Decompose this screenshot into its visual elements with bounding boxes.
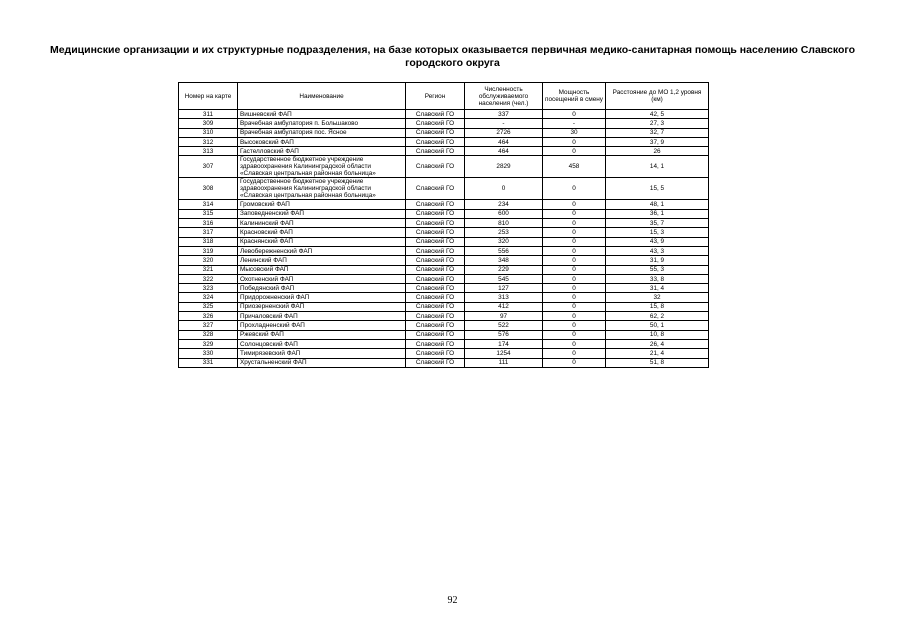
cell-name: Прохладненский ФАП (238, 321, 406, 330)
cell-map-number: 329 (179, 339, 238, 348)
cell-distance: 15, 5 (606, 178, 709, 200)
table-header (179, 83, 709, 110)
cell-region: Славский ГО (406, 119, 465, 128)
cell-capacity: 0 (543, 209, 606, 218)
cell-population: 464 (465, 137, 543, 146)
cell-capacity: 0 (543, 349, 606, 358)
cell-distance: 36, 1 (606, 209, 709, 218)
cell-distance: 27, 3 (606, 119, 709, 128)
cell-region: Славский ГО (406, 246, 465, 255)
cell-population: 0 (465, 178, 543, 200)
cell-capacity: 0 (543, 321, 606, 330)
cell-population: 348 (465, 256, 543, 265)
cell-region: Славский ГО (406, 228, 465, 237)
table-row (179, 349, 709, 358)
cell-population: 174 (465, 339, 543, 348)
cell-population: 2829 (465, 156, 543, 178)
cell-map-number: 309 (179, 119, 238, 128)
cell-population: 337 (465, 110, 543, 119)
cell-map-number: 318 (179, 237, 238, 246)
cell-capacity: - (543, 119, 606, 128)
table-row (179, 119, 709, 128)
table-row (179, 330, 709, 339)
cell-map-number: 315 (179, 209, 238, 218)
table-row (179, 339, 709, 348)
table-row (179, 293, 709, 302)
cell-population: 576 (465, 330, 543, 339)
cell-name: Заповедненский ФАП (238, 209, 406, 218)
cell-capacity: 0 (543, 219, 606, 228)
cell-capacity: 0 (543, 302, 606, 311)
cell-map-number: 325 (179, 302, 238, 311)
cell-name: Придорожненский ФАП (238, 293, 406, 302)
cell-name: Гастелловский ФАП (238, 147, 406, 156)
cell-name: Приозерненский ФАП (238, 302, 406, 311)
cell-map-number: 310 (179, 128, 238, 137)
cell-distance: 26, 4 (606, 339, 709, 348)
cell-region: Славский ГО (406, 237, 465, 246)
cell-name: Калининский ФАП (238, 219, 406, 228)
table-row (179, 156, 709, 178)
cell-name: Громовский ФАП (238, 200, 406, 209)
cell-distance: 43, 9 (606, 237, 709, 246)
table-row (179, 274, 709, 283)
table-row (179, 200, 709, 209)
cell-region: Славский ГО (406, 256, 465, 265)
cell-region: Славский ГО (406, 209, 465, 218)
cell-population: 810 (465, 219, 543, 228)
cell-name: Левобережненский ФАП (238, 246, 406, 255)
cell-name: Красновский ФАП (238, 228, 406, 237)
cell-capacity: 0 (543, 284, 606, 293)
cell-map-number: 326 (179, 312, 238, 321)
cell-distance: 15, 8 (606, 302, 709, 311)
cell-region: Славский ГО (406, 110, 465, 119)
cell-population: 600 (465, 209, 543, 218)
cell-capacity: 0 (543, 147, 606, 156)
header-row (179, 83, 709, 110)
cell-capacity: 0 (543, 293, 606, 302)
cell-distance: 55, 3 (606, 265, 709, 274)
cell-map-number: 314 (179, 200, 238, 209)
cell-map-number: 312 (179, 137, 238, 146)
table-row (179, 321, 709, 330)
cell-distance: 43, 3 (606, 246, 709, 255)
cell-population: 127 (465, 284, 543, 293)
cell-region: Славский ГО (406, 178, 465, 200)
table-row (179, 209, 709, 218)
document-title: Медицинские организации и их структурные подразделения, на базе которых оказывается первичная медико-санитарная помощь населению Славского городского округа (49, 44, 856, 69)
cell-capacity: 458 (543, 156, 606, 178)
cell-distance: 51, 8 (606, 358, 709, 367)
cell-capacity: 0 (543, 312, 606, 321)
table-row (179, 302, 709, 311)
cell-map-number: 307 (179, 156, 238, 178)
cell-capacity: 0 (543, 274, 606, 283)
cell-name: Победянский ФАП (238, 284, 406, 293)
cell-map-number: 308 (179, 178, 238, 200)
cell-region: Славский ГО (406, 128, 465, 137)
cell-distance: 26 (606, 147, 709, 156)
cell-name: Высоковский ФАП (238, 137, 406, 146)
cell-region: Славский ГО (406, 156, 465, 178)
cell-name: Вишневский ФАП (238, 110, 406, 119)
cell-population: 111 (465, 358, 543, 367)
cell-name: Врачебная амбулатория п. Большаково (238, 119, 406, 128)
cell-population: 412 (465, 302, 543, 311)
cell-capacity: 0 (543, 246, 606, 255)
cell-population: 97 (465, 312, 543, 321)
cell-region: Славский ГО (406, 137, 465, 146)
cell-capacity: 0 (543, 237, 606, 246)
cell-capacity: 0 (543, 137, 606, 146)
cell-population: - (465, 119, 543, 128)
table-row (179, 228, 709, 237)
cell-distance: 62, 2 (606, 312, 709, 321)
cell-distance: 37, 9 (606, 137, 709, 146)
cell-map-number: 321 (179, 265, 238, 274)
page-number: 92 (447, 595, 458, 606)
cell-region: Славский ГО (406, 293, 465, 302)
cell-region: Славский ГО (406, 284, 465, 293)
cell-name: Тимирязевский ФАП (238, 349, 406, 358)
header-map-number: Номер на карте (179, 83, 238, 110)
table-row (179, 246, 709, 255)
cell-distance: 10, 8 (606, 330, 709, 339)
cell-map-number: 319 (179, 246, 238, 255)
cell-distance: 35, 7 (606, 219, 709, 228)
data-table (178, 82, 709, 368)
cell-name: Причаловский ФАП (238, 312, 406, 321)
cell-population: 313 (465, 293, 543, 302)
table-row (179, 219, 709, 228)
cell-capacity: 0 (543, 178, 606, 200)
cell-capacity: 0 (543, 265, 606, 274)
cell-distance: 32 (606, 293, 709, 302)
cell-capacity: 30 (543, 128, 606, 137)
table-row (179, 265, 709, 274)
table-row (179, 178, 709, 200)
cell-distance: 33, 8 (606, 274, 709, 283)
table-row (179, 128, 709, 137)
cell-region: Славский ГО (406, 219, 465, 228)
cell-region: Славский ГО (406, 200, 465, 209)
header-population: Численность обслуживаемого населения (чел.) (465, 83, 543, 110)
cell-region: Славский ГО (406, 274, 465, 283)
cell-capacity: 0 (543, 330, 606, 339)
cell-map-number: 328 (179, 330, 238, 339)
cell-region: Славский ГО (406, 349, 465, 358)
cell-map-number: 327 (179, 321, 238, 330)
cell-capacity: 0 (543, 358, 606, 367)
cell-distance: 48, 1 (606, 200, 709, 209)
cell-distance: 32, 7 (606, 128, 709, 137)
cell-region: Славский ГО (406, 312, 465, 321)
cell-map-number: 324 (179, 293, 238, 302)
cell-capacity: 0 (543, 256, 606, 265)
header-region: Регион (406, 83, 465, 110)
cell-population: 2726 (465, 128, 543, 137)
cell-capacity: 0 (543, 339, 606, 348)
cell-region: Славский ГО (406, 339, 465, 348)
cell-map-number: 311 (179, 110, 238, 119)
cell-name: Солонцовский ФАП (238, 339, 406, 348)
cell-region: Славский ГО (406, 302, 465, 311)
cell-distance: 42, 5 (606, 110, 709, 119)
table-row (179, 256, 709, 265)
cell-region: Славский ГО (406, 358, 465, 367)
cell-population: 253 (465, 228, 543, 237)
table-row (179, 147, 709, 156)
cell-map-number: 323 (179, 284, 238, 293)
table-row (179, 237, 709, 246)
cell-name: Ржевский ФАП (238, 330, 406, 339)
cell-name: Государственное бюджетное учреждение здравоохранения Калининградской области «Славская центральная районная больница» (238, 156, 406, 178)
cell-name: Ленинский ФАП (238, 256, 406, 265)
cell-distance: 14, 1 (606, 156, 709, 178)
cell-population: 522 (465, 321, 543, 330)
header-name: Наименование (238, 83, 406, 110)
cell-distance: 31, 4 (606, 284, 709, 293)
cell-distance: 31, 9 (606, 256, 709, 265)
cell-map-number: 331 (179, 358, 238, 367)
header-distance: Расстояние до МО 1,2 уровня (км) (606, 83, 709, 110)
table-row (179, 110, 709, 119)
cell-population: 464 (465, 147, 543, 156)
cell-name: Хрустальненский ФАП (238, 358, 406, 367)
table-row (179, 312, 709, 321)
cell-population: 545 (465, 274, 543, 283)
cell-region: Славский ГО (406, 321, 465, 330)
cell-name: Врачебная амбулатория пос. Ясное (238, 128, 406, 137)
cell-map-number: 313 (179, 147, 238, 156)
cell-name: Краснянский ФАП (238, 237, 406, 246)
cell-capacity: 0 (543, 110, 606, 119)
table-row (179, 358, 709, 367)
cell-capacity: 0 (543, 228, 606, 237)
cell-name: Охотненский ФАП (238, 274, 406, 283)
cell-map-number: 317 (179, 228, 238, 237)
cell-distance: 21, 4 (606, 349, 709, 358)
table-row (179, 284, 709, 293)
cell-region: Славский ГО (406, 265, 465, 274)
cell-map-number: 322 (179, 274, 238, 283)
cell-population: 556 (465, 246, 543, 255)
cell-population: 229 (465, 265, 543, 274)
cell-population: 320 (465, 237, 543, 246)
cell-region: Славский ГО (406, 330, 465, 339)
table-row (179, 137, 709, 146)
cell-population: 1254 (465, 349, 543, 358)
header-capacity: Мощность посещений в смену (543, 83, 606, 110)
cell-distance: 50, 1 (606, 321, 709, 330)
cell-region: Славский ГО (406, 147, 465, 156)
cell-map-number: 330 (179, 349, 238, 358)
cell-name: Государственное бюджетное учреждение здравоохранения Калининградской области «Славская центральная районная больница» (238, 178, 406, 200)
cell-distance: 15, 3 (606, 228, 709, 237)
cell-population: 234 (465, 200, 543, 209)
table-body (179, 110, 709, 368)
cell-map-number: 316 (179, 219, 238, 228)
cell-name: Мысовский ФАП (238, 265, 406, 274)
cell-capacity: 0 (543, 200, 606, 209)
cell-map-number: 320 (179, 256, 238, 265)
